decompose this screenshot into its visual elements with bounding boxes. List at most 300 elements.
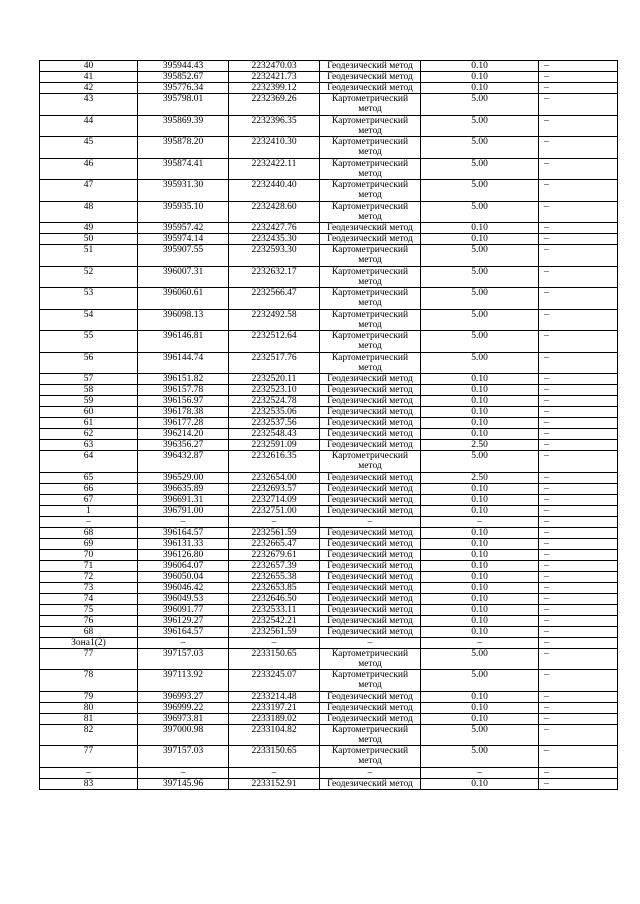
method-cell: Геодезический метод <box>320 691 421 702</box>
x-coordinate-cell: – <box>138 516 229 527</box>
point-number-cell: – <box>40 767 138 778</box>
y-coordinate-cell: – <box>229 767 320 778</box>
table-row <box>40 158 618 180</box>
method-cell: Геодезический метод <box>320 72 421 83</box>
x-coordinate-cell: 396973.81 <box>138 713 229 724</box>
y-coordinate-cell: 2232470.03 <box>229 61 320 72</box>
y-coordinate-cell: 2232422.11 <box>229 158 320 180</box>
point-number-cell: 75 <box>40 604 138 615</box>
point-number-cell: 41 <box>40 72 138 83</box>
table-row <box>40 137 618 159</box>
table-row <box>40 746 618 768</box>
method-cell: Геодезический метод <box>320 713 421 724</box>
y-coordinate-cell: 2232654.00 <box>229 472 320 483</box>
x-coordinate-cell: 397113.92 <box>138 670 229 692</box>
point-number-cell: 44 <box>40 115 138 137</box>
x-coordinate-cell: 397145.96 <box>138 778 229 789</box>
method-cell: Геодезический метод <box>320 83 421 94</box>
point-number-cell: 62 <box>40 429 138 440</box>
note-cell: – <box>539 83 618 94</box>
note-cell: – <box>539 626 618 637</box>
table-row <box>40 288 618 310</box>
accuracy-cell: 0.10 <box>421 61 539 72</box>
point-number-cell: 56 <box>40 352 138 374</box>
table-row <box>40 429 618 440</box>
x-coordinate-cell: 396131.33 <box>138 538 229 549</box>
method-cell: Геодезический метод <box>320 396 421 407</box>
note-cell: – <box>539 767 618 778</box>
x-coordinate-cell: 396164.57 <box>138 527 229 538</box>
y-coordinate-cell: 2232693.57 <box>229 483 320 494</box>
accuracy-cell: 0.10 <box>421 778 539 789</box>
x-coordinate-cell: 396151.82 <box>138 374 229 385</box>
accuracy-cell: – <box>421 516 539 527</box>
method-cell: Картометрический метод <box>320 266 421 288</box>
method-cell: Геодезический метод <box>320 385 421 396</box>
y-coordinate-cell: 2232427.76 <box>229 223 320 234</box>
y-coordinate-cell: 2232421.73 <box>229 72 320 83</box>
note-cell: – <box>539 94 618 116</box>
note-cell: – <box>539 72 618 83</box>
method-cell: Геодезический метод <box>320 582 421 593</box>
accuracy-cell: 5.00 <box>421 648 539 670</box>
point-number-cell: 66 <box>40 483 138 494</box>
note-cell: – <box>539 713 618 724</box>
table-row <box>40 713 618 724</box>
table-row <box>40 527 618 538</box>
note-cell: – <box>539 637 618 648</box>
method-cell: Картометрический метод <box>320 309 421 331</box>
accuracy-cell: 0.10 <box>421 691 539 702</box>
accuracy-cell: 0.10 <box>421 593 539 604</box>
y-coordinate-cell: 2233152.91 <box>229 778 320 789</box>
x-coordinate-cell: 395869.39 <box>138 115 229 137</box>
table-row <box>40 352 618 374</box>
note-cell: – <box>539 180 618 202</box>
note-cell: – <box>539 615 618 626</box>
method-cell: Картометрический метод <box>320 648 421 670</box>
accuracy-cell: 0.10 <box>421 385 539 396</box>
table-row <box>40 418 618 429</box>
x-coordinate-cell: 396060.61 <box>138 288 229 310</box>
x-coordinate-cell: 396993.27 <box>138 691 229 702</box>
y-coordinate-cell: 2232751.00 <box>229 505 320 516</box>
table-row <box>40 266 618 288</box>
accuracy-cell: 0.10 <box>421 418 539 429</box>
point-number-cell: 72 <box>40 571 138 582</box>
y-coordinate-cell: 2233150.65 <box>229 746 320 768</box>
point-number-cell: 69 <box>40 538 138 549</box>
note-cell: – <box>539 648 618 670</box>
point-number-cell: 71 <box>40 560 138 571</box>
point-number-cell: 40 <box>40 61 138 72</box>
method-cell: Геодезический метод <box>320 440 421 451</box>
point-number-cell: 43 <box>40 94 138 116</box>
y-coordinate-cell: 2232440.40 <box>229 180 320 202</box>
y-coordinate-cell: 2232616.35 <box>229 451 320 473</box>
accuracy-cell: 5.00 <box>421 331 539 353</box>
method-cell: – <box>320 637 421 648</box>
y-coordinate-cell: 2232655.38 <box>229 571 320 582</box>
table-row <box>40 571 618 582</box>
accuracy-cell: 5.00 <box>421 670 539 692</box>
note-cell: – <box>539 115 618 137</box>
table-row <box>40 767 618 778</box>
y-coordinate-cell: 2232591.09 <box>229 440 320 451</box>
method-cell: Картометрический метод <box>320 158 421 180</box>
y-coordinate-cell: 2232533.11 <box>229 604 320 615</box>
accuracy-cell: 0.10 <box>421 83 539 94</box>
y-coordinate-cell: 2233104.82 <box>229 724 320 746</box>
accuracy-cell: 0.10 <box>421 604 539 615</box>
table-row <box>40 778 618 789</box>
x-coordinate-cell: 397157.03 <box>138 746 229 768</box>
note-cell: – <box>539 593 618 604</box>
note-cell: – <box>539 527 618 538</box>
accuracy-cell: 5.00 <box>421 137 539 159</box>
note-cell: – <box>539 571 618 582</box>
y-coordinate-cell: 2232369.26 <box>229 94 320 116</box>
y-coordinate-cell: 2232548.43 <box>229 429 320 440</box>
note-cell: – <box>539 137 618 159</box>
accuracy-cell: 0.10 <box>421 407 539 418</box>
x-coordinate-cell: – <box>138 637 229 648</box>
table-row <box>40 560 618 571</box>
accuracy-cell: 5.00 <box>421 288 539 310</box>
point-number-cell: 68 <box>40 527 138 538</box>
x-coordinate-cell: 395907.55 <box>138 245 229 267</box>
method-cell: Геодезический метод <box>320 61 421 72</box>
note-cell: – <box>539 429 618 440</box>
table-row <box>40 396 618 407</box>
method-cell: Геодезический метод <box>320 494 421 505</box>
method-cell: Геодезический метод <box>320 234 421 245</box>
method-cell: Картометрический метод <box>320 670 421 692</box>
y-coordinate-cell: 2232657.39 <box>229 560 320 571</box>
table-row <box>40 440 618 451</box>
note-cell: – <box>539 61 618 72</box>
table-row <box>40 83 618 94</box>
y-coordinate-cell: 2232632.17 <box>229 266 320 288</box>
table-row <box>40 516 618 527</box>
point-number-cell: 60 <box>40 407 138 418</box>
table-row <box>40 648 618 670</box>
note-cell: – <box>539 582 618 593</box>
x-coordinate-cell: 396635.89 <box>138 483 229 494</box>
x-coordinate-cell: 396146.81 <box>138 331 229 353</box>
x-coordinate-cell: 396432.87 <box>138 451 229 473</box>
coordinates-table <box>39 60 618 790</box>
note-cell: – <box>539 407 618 418</box>
method-cell: Геодезический метод <box>320 538 421 549</box>
note-cell: – <box>539 549 618 560</box>
accuracy-cell: 0.10 <box>421 396 539 407</box>
note-cell: – <box>539 158 618 180</box>
table-row <box>40 615 618 626</box>
coordinates-table-body <box>40 61 618 790</box>
note-cell: – <box>539 505 618 516</box>
point-number-cell: 83 <box>40 778 138 789</box>
note-cell: – <box>539 234 618 245</box>
x-coordinate-cell: 395852.67 <box>138 72 229 83</box>
point-number-cell: 81 <box>40 713 138 724</box>
x-coordinate-cell: 395776.34 <box>138 83 229 94</box>
point-number-cell: 64 <box>40 451 138 473</box>
accuracy-cell: 2.50 <box>421 472 539 483</box>
point-number-cell: 52 <box>40 266 138 288</box>
x-coordinate-cell: 396050.04 <box>138 571 229 582</box>
method-cell: Геодезический метод <box>320 505 421 516</box>
method-cell: Геодезический метод <box>320 604 421 615</box>
y-coordinate-cell: 2232542.21 <box>229 615 320 626</box>
y-coordinate-cell: 2233214.48 <box>229 691 320 702</box>
method-cell: Геодезический метод <box>320 571 421 582</box>
note-cell: – <box>539 724 618 746</box>
method-cell: Картометрический метод <box>320 352 421 374</box>
x-coordinate-cell: 395931.30 <box>138 180 229 202</box>
y-coordinate-cell: 2232714.09 <box>229 494 320 505</box>
y-coordinate-cell: 2232520.11 <box>229 374 320 385</box>
y-coordinate-cell: 2232410.30 <box>229 137 320 159</box>
method-cell: – <box>320 767 421 778</box>
table-row <box>40 593 618 604</box>
note-cell: – <box>539 309 618 331</box>
method-cell: Картометрический метод <box>320 288 421 310</box>
note-cell: – <box>539 331 618 353</box>
x-coordinate-cell: 397000.98 <box>138 724 229 746</box>
method-cell: Картометрический метод <box>320 94 421 116</box>
point-number-cell: 68 <box>40 626 138 637</box>
point-number-cell: – <box>40 516 138 527</box>
method-cell: Геодезический метод <box>320 778 421 789</box>
table-row <box>40 472 618 483</box>
table-row <box>40 626 618 637</box>
method-cell: Геодезический метод <box>320 472 421 483</box>
point-number-cell: 59 <box>40 396 138 407</box>
accuracy-cell: 0.10 <box>421 626 539 637</box>
method-cell: Геодезический метод <box>320 549 421 560</box>
point-number-cell: 82 <box>40 724 138 746</box>
y-coordinate-cell: 2232523.10 <box>229 385 320 396</box>
point-number-cell: 78 <box>40 670 138 692</box>
point-number-cell: 73 <box>40 582 138 593</box>
note-cell: – <box>539 288 618 310</box>
point-number-cell: 80 <box>40 702 138 713</box>
y-coordinate-cell: 2232428.60 <box>229 201 320 223</box>
x-coordinate-cell: 396144.74 <box>138 352 229 374</box>
point-number-cell: 47 <box>40 180 138 202</box>
x-coordinate-cell: 396791.00 <box>138 505 229 516</box>
x-coordinate-cell: 395957.42 <box>138 223 229 234</box>
y-coordinate-cell: 2232399.12 <box>229 83 320 94</box>
x-coordinate-cell: 396999.22 <box>138 702 229 713</box>
table-row <box>40 505 618 516</box>
x-coordinate-cell: 395974.14 <box>138 234 229 245</box>
x-coordinate-cell: 395798.01 <box>138 94 229 116</box>
method-cell: Геодезический метод <box>320 527 421 538</box>
y-coordinate-cell: 2232537.56 <box>229 418 320 429</box>
x-coordinate-cell: 396156.97 <box>138 396 229 407</box>
accuracy-cell: 0.10 <box>421 571 539 582</box>
method-cell: Картометрический метод <box>320 245 421 267</box>
note-cell: – <box>539 494 618 505</box>
accuracy-cell: 5.00 <box>421 266 539 288</box>
accuracy-cell: 0.10 <box>421 615 539 626</box>
accuracy-cell: 0.10 <box>421 223 539 234</box>
accuracy-cell: 0.10 <box>421 560 539 571</box>
point-number-cell: Зона1(2) <box>40 637 138 648</box>
x-coordinate-cell: 396214.20 <box>138 429 229 440</box>
table-row <box>40 245 618 267</box>
method-cell: – <box>320 516 421 527</box>
note-cell: – <box>539 451 618 473</box>
method-cell: Геодезический метод <box>320 407 421 418</box>
y-coordinate-cell: 2233150.65 <box>229 648 320 670</box>
point-number-cell: 77 <box>40 648 138 670</box>
table-row <box>40 72 618 83</box>
x-coordinate-cell: 396064.07 <box>138 560 229 571</box>
method-cell: Геодезический метод <box>320 429 421 440</box>
note-cell: – <box>539 670 618 692</box>
accuracy-cell: 5.00 <box>421 352 539 374</box>
point-number-cell: 45 <box>40 137 138 159</box>
x-coordinate-cell: 397157.03 <box>138 648 229 670</box>
accuracy-cell: 5.00 <box>421 201 539 223</box>
note-cell: – <box>539 396 618 407</box>
table-row <box>40 604 618 615</box>
accuracy-cell: 0.10 <box>421 374 539 385</box>
method-cell: Картометрический метод <box>320 115 421 137</box>
accuracy-cell: 5.00 <box>421 94 539 116</box>
y-coordinate-cell: 2233197.21 <box>229 702 320 713</box>
point-number-cell: 76 <box>40 615 138 626</box>
table-row <box>40 61 618 72</box>
y-coordinate-cell: 2232593.30 <box>229 245 320 267</box>
x-coordinate-cell: 395874.41 <box>138 158 229 180</box>
accuracy-cell: 0.10 <box>421 505 539 516</box>
accuracy-cell: 5.00 <box>421 245 539 267</box>
accuracy-cell: 0.10 <box>421 538 539 549</box>
x-coordinate-cell: 396129.27 <box>138 615 229 626</box>
note-cell: – <box>539 560 618 571</box>
x-coordinate-cell: 395935.10 <box>138 201 229 223</box>
accuracy-cell: – <box>421 637 539 648</box>
note-cell: – <box>539 385 618 396</box>
note-cell: – <box>539 266 618 288</box>
x-coordinate-cell: 396007.31 <box>138 266 229 288</box>
table-row <box>40 374 618 385</box>
accuracy-cell: 0.10 <box>421 429 539 440</box>
accuracy-cell: 0.10 <box>421 72 539 83</box>
note-cell: – <box>539 691 618 702</box>
note-cell: – <box>539 472 618 483</box>
x-coordinate-cell: 396098.13 <box>138 309 229 331</box>
accuracy-cell: 2.50 <box>421 440 539 451</box>
table-row <box>40 670 618 692</box>
point-number-cell: 49 <box>40 223 138 234</box>
x-coordinate-cell: 396529.00 <box>138 472 229 483</box>
table-row <box>40 483 618 494</box>
x-coordinate-cell: 396126.80 <box>138 549 229 560</box>
point-number-cell: 48 <box>40 201 138 223</box>
point-number-cell: 54 <box>40 309 138 331</box>
accuracy-cell: 5.00 <box>421 724 539 746</box>
point-number-cell: 70 <box>40 549 138 560</box>
point-number-cell: 42 <box>40 83 138 94</box>
note-cell: – <box>539 245 618 267</box>
method-cell: Геодезический метод <box>320 626 421 637</box>
point-number-cell: 55 <box>40 331 138 353</box>
note-cell: – <box>539 418 618 429</box>
y-coordinate-cell: 2232435.30 <box>229 234 320 245</box>
point-number-cell: 57 <box>40 374 138 385</box>
point-number-cell: 58 <box>40 385 138 396</box>
note-cell: – <box>539 483 618 494</box>
y-coordinate-cell: – <box>229 516 320 527</box>
table-row <box>40 451 618 473</box>
table-row <box>40 115 618 137</box>
table-row <box>40 309 618 331</box>
method-cell: Картометрический метод <box>320 201 421 223</box>
note-cell: – <box>539 374 618 385</box>
accuracy-cell: 0.10 <box>421 527 539 538</box>
table-row <box>40 94 618 116</box>
accuracy-cell: 0.10 <box>421 582 539 593</box>
point-number-cell: 74 <box>40 593 138 604</box>
method-cell: Геодезический метод <box>320 223 421 234</box>
note-cell: – <box>539 604 618 615</box>
point-number-cell: 77 <box>40 746 138 768</box>
accuracy-cell: 0.10 <box>421 702 539 713</box>
accuracy-cell: 5.00 <box>421 309 539 331</box>
note-cell: – <box>539 516 618 527</box>
x-coordinate-cell: – <box>138 767 229 778</box>
table-row <box>40 538 618 549</box>
table-row <box>40 494 618 505</box>
table-row <box>40 385 618 396</box>
method-cell: Геодезический метод <box>320 615 421 626</box>
y-coordinate-cell: – <box>229 637 320 648</box>
accuracy-cell: 5.00 <box>421 746 539 768</box>
accuracy-cell: 5.00 <box>421 451 539 473</box>
x-coordinate-cell: 396046.42 <box>138 582 229 593</box>
accuracy-cell: 5.00 <box>421 115 539 137</box>
accuracy-cell: – <box>421 767 539 778</box>
accuracy-cell: 0.10 <box>421 713 539 724</box>
y-coordinate-cell: 2232561.59 <box>229 527 320 538</box>
point-number-cell: 50 <box>40 234 138 245</box>
table-row <box>40 331 618 353</box>
y-coordinate-cell: 2232512.64 <box>229 331 320 353</box>
y-coordinate-cell: 2232561.59 <box>229 626 320 637</box>
method-cell: Картометрический метод <box>320 451 421 473</box>
method-cell: Геодезический метод <box>320 593 421 604</box>
x-coordinate-cell: 396091.77 <box>138 604 229 615</box>
x-coordinate-cell: 396177.28 <box>138 418 229 429</box>
y-coordinate-cell: 2233245.07 <box>229 670 320 692</box>
table-row <box>40 407 618 418</box>
note-cell: – <box>539 223 618 234</box>
method-cell: Геодезический метод <box>320 374 421 385</box>
method-cell: Картометрический метод <box>320 746 421 768</box>
y-coordinate-cell: 2232679.61 <box>229 549 320 560</box>
y-coordinate-cell: 2232653.85 <box>229 582 320 593</box>
point-number-cell: 1 <box>40 505 138 516</box>
accuracy-cell: 0.10 <box>421 549 539 560</box>
note-cell: – <box>539 352 618 374</box>
x-coordinate-cell: 396049.53 <box>138 593 229 604</box>
note-cell: – <box>539 778 618 789</box>
